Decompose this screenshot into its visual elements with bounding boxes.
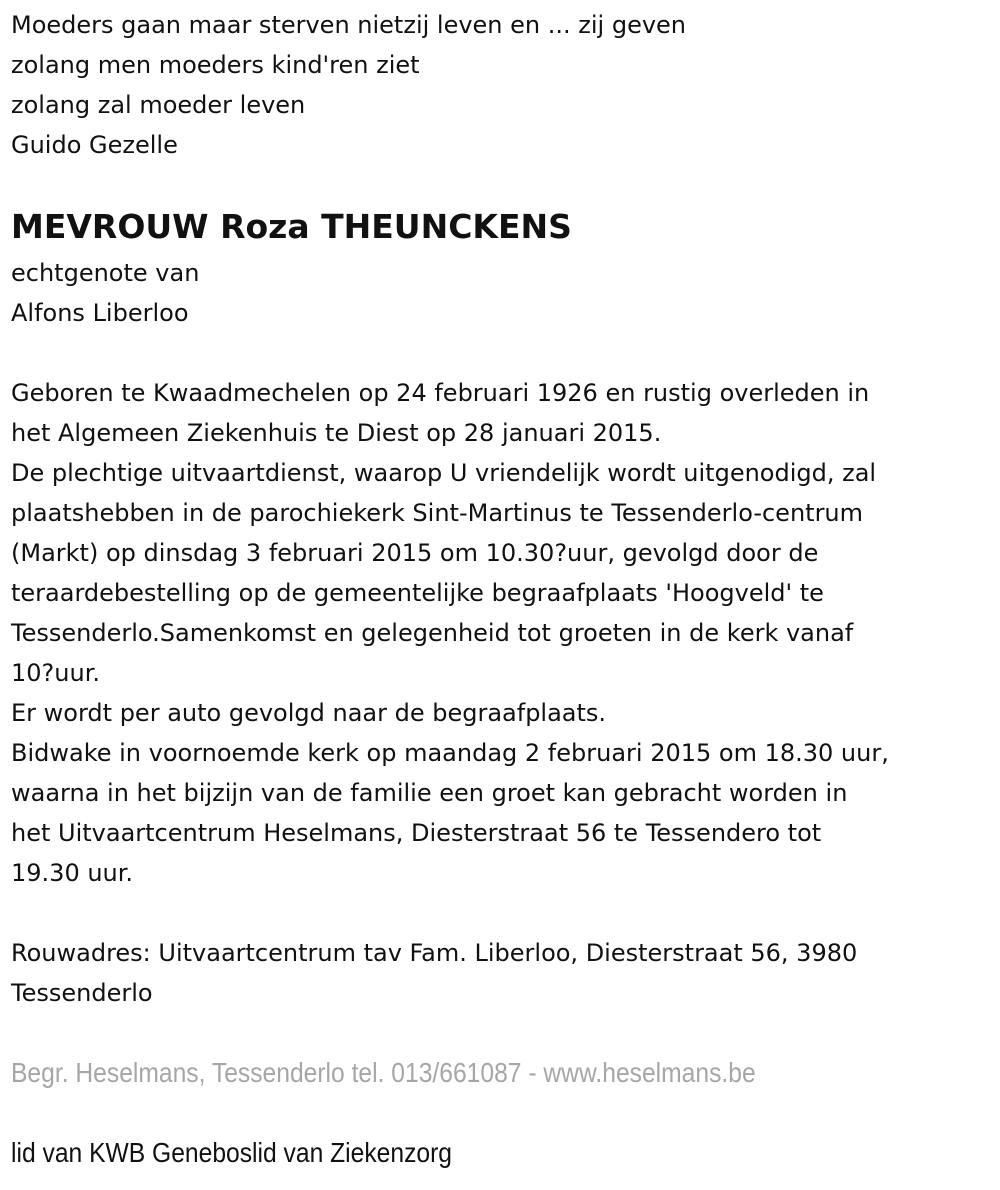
body-line: (Markt) op dinsdag 3 februari 2015 om 10.30?uur, gevolgd door de (11, 539, 819, 567)
body-line: Tessenderlo.Samenkomst en gelegenheid tot groeten in de kerk vanaf (11, 619, 854, 647)
body-line: het Uitvaartcentrum Heselmans, Diesterstraat 56 te Tessendero tot (11, 819, 822, 847)
spouse-label: echtgenote van (11, 259, 200, 287)
spouse-name: Alfons Liberloo (11, 299, 189, 327)
poem-line: zolang zal moeder leven (11, 91, 306, 119)
poem-line: zolang men moeders kind'ren ziet (11, 51, 420, 79)
membership-info: lid van KWB Geneboslid van Ziekenzorg (11, 1137, 453, 1168)
body-line: Geboren te Kwaadmechelen op 24 februari 1926 en rustig overleden in (11, 379, 870, 407)
poem-line: Moeders gaan maar sterven nietzij leven en ... zij geven (11, 11, 687, 39)
poem-author: Guido Gezelle (11, 131, 178, 159)
body-line: 19.30 uur. (11, 859, 134, 887)
body-line: De plechtige uitvaartdienst, waarop U vriendelijk wordt uitgenodigd, zal (11, 459, 877, 487)
body-line: 10?uur. (11, 659, 100, 687)
body-line: Er wordt per auto gevolgd naar de begraafplaats. (11, 699, 607, 727)
body-line: teraardebestelling op de gemeentelijke begraafplaats 'Hoogveld' te (11, 579, 824, 607)
undertaker-info: Begr. Heselmans, Tessenderlo tel. 013/661087 - www.heselmans.be (11, 1057, 756, 1088)
body-line: plaatshebben in de parochiekerk Sint-Martinus te Tessenderlo-centrum (11, 499, 864, 527)
body-line: Bidwake in voornoemde kerk op maandag 2 februari 2015 om 18.30 uur, (11, 739, 889, 767)
deceased-name: MEVROUW Roza THEUNCKENS (11, 207, 572, 246)
address-line: Rouwadres: Uitvaartcentrum tav Fam. Liberloo, Diesterstraat 56, 3980 (11, 939, 858, 967)
address-line: Tessenderlo (11, 979, 153, 1007)
body-line: waarna in het bijzijn van de familie een groet kan gebracht worden in (11, 779, 848, 807)
body-line: het Algemeen Ziekenhuis te Diest op 28 januari 2015. (11, 419, 662, 447)
